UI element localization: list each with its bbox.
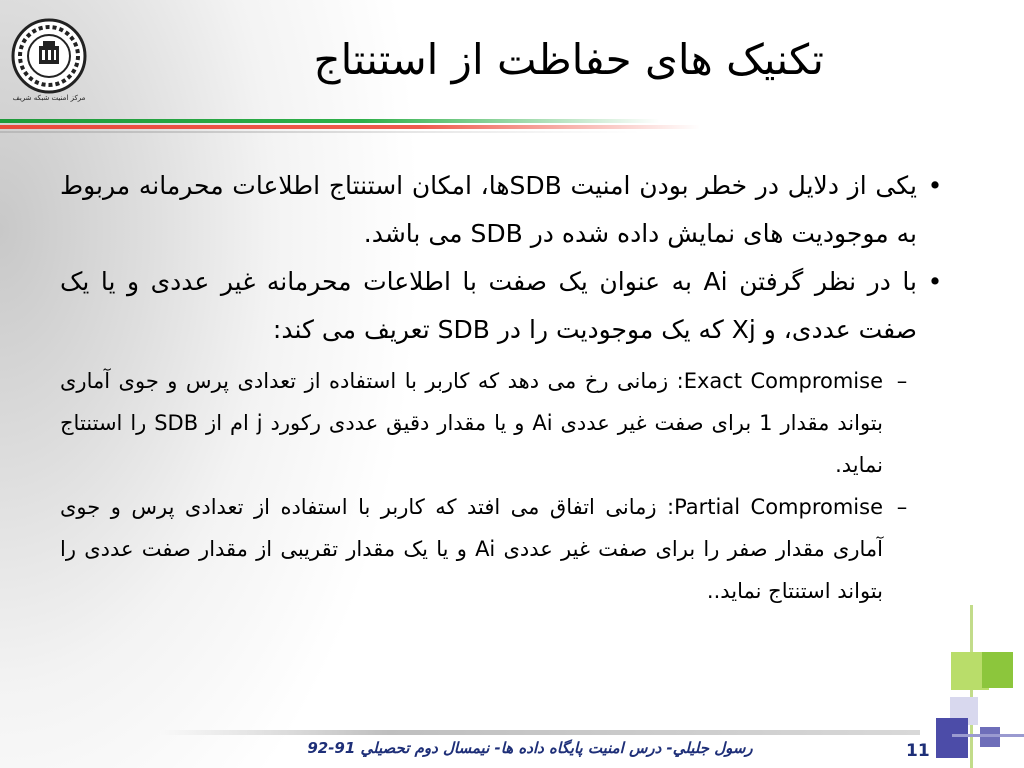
bullet-marker: •	[927, 171, 943, 200]
title-divider-grey	[0, 131, 640, 133]
bullet-text: با در نظر گرفتن Ai به عنوان یک صفت با اطلاعات محرمانه غیر عددی و یا یک صفت عددی، و Xj که یک موجودیت را در SDB تعریف می کند:	[60, 267, 917, 344]
sub-bullet-marker: –	[896, 495, 908, 519]
bullet-text: یکی از دلایل در خطر بودن امنیت SDBها، امکان استنتاج اطلاعات محرمانه مربوط به موجودیت های نمایش داده شده در SDB می باشد.	[60, 171, 917, 248]
sub-bullet-text: Exact Compromise: زمانی رخ می دهد که کاربر با استفاده از تعدادی پرس و جوی آماری بتواند مقدار 1 برای صفت غیر عددی Ai و یا مقدار دقیق عددی رکورد j ام از SDB را استنتاج نماید.	[60, 369, 883, 477]
title-divider-green	[0, 119, 660, 123]
decor-horizontal-line	[952, 734, 1024, 737]
bullet-item	[60, 162, 945, 258]
sub-bullet-text: Partial Compromise: زمانی اتفاق می افتد که کاربر با استفاده از تعدادی پرس و جوی آماری مقدار صفر را برای صفت غیر عددی Ai و یا یک مقدار تقریبی از مقدار صفت عددی را بتواند استنتاج نماید..	[60, 495, 884, 603]
sub-bullet-item	[60, 360, 945, 486]
logo-caption: مرکز امنیت شبکه شریف	[12, 94, 86, 102]
decor-square	[936, 718, 968, 758]
university-seal-icon	[6, 16, 92, 102]
footer-text: رسول جليلي- درس امنيت پايگاه داده ها- نيمسال دوم تحصيلي 91-92	[307, 739, 753, 757]
bullet-marker: •	[927, 267, 943, 296]
decor-square	[980, 727, 1000, 747]
sub-bullet-item	[60, 486, 945, 612]
slide-body	[60, 162, 945, 612]
footer-divider	[160, 730, 920, 735]
title-divider-red	[0, 125, 700, 129]
bullet-item	[60, 258, 945, 354]
page-number: 11	[906, 741, 930, 761]
slide-title: تکنیک های حفاظت از استنتاج	[313, 35, 824, 84]
decor-square	[982, 652, 1013, 688]
sub-bullet-marker: –	[896, 369, 908, 393]
